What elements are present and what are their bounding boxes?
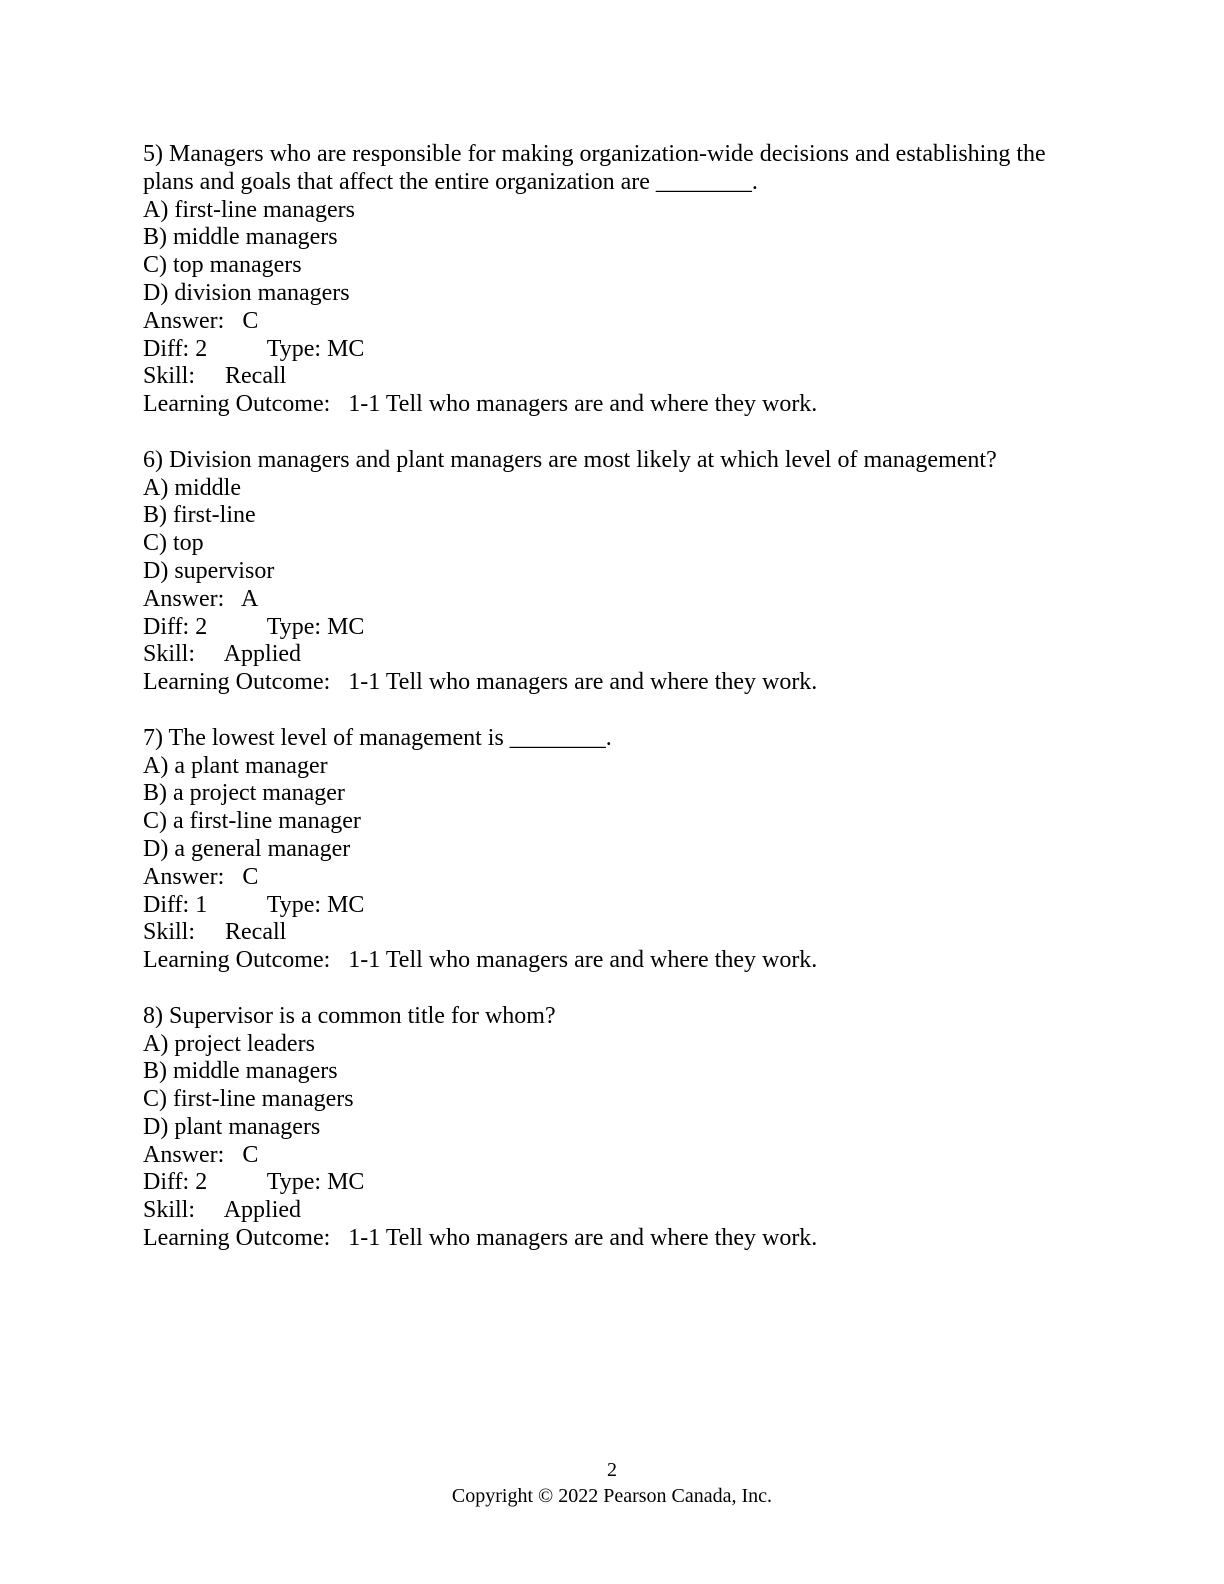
q6-option-b: B) first-line: [143, 502, 256, 529]
q5-option-d: D) division managers: [143, 279, 350, 306]
q8-option-d: D) plant managers: [143, 1113, 321, 1140]
q6-option-d: D) supervisor: [143, 557, 275, 584]
question-6: [143, 447, 1046, 697]
q8-learning-outcome-line: Learning Outcome: 1-1 Tell who managers are and where they work.: [143, 1225, 818, 1252]
questions-container: [143, 141, 1046, 1281]
q7-option-a: A) a plant manager: [143, 752, 328, 779]
q5-answer-line: Answer: C: [143, 307, 259, 334]
q5-stem-line-1: 5) Managers who are responsible for making organization-wide decisions and establishing the: [143, 141, 1046, 167]
q6-diff-type-line: Diff: 2 Type: MC: [143, 613, 365, 640]
q6-stem-line-1: 6) Division managers and plant managers are most likely at which level of management?: [143, 446, 997, 473]
q5-option-c: C) top managers: [143, 252, 302, 279]
q7-option-d: D) a general manager: [143, 835, 351, 862]
q8-skill-line: Skill: Applied: [143, 1197, 302, 1224]
q6-answer-line: Answer: A: [143, 585, 259, 612]
question-8: [143, 1003, 1046, 1253]
q7-option-b: B) a project manager: [143, 780, 345, 807]
q7-learning-outcome-line: Learning Outcome: 1-1 Tell who managers are and where they work.: [143, 947, 818, 974]
q6-option-c: C) top: [143, 530, 204, 557]
q8-option-a: A) project leaders: [143, 1030, 315, 1057]
q5-skill-line: Skill: Recall: [143, 363, 287, 390]
q7-answer-line: Answer: C: [143, 863, 259, 890]
q5-option-a: A) first-line managers: [143, 196, 355, 223]
question-5: [143, 141, 1046, 419]
q7-diff-type-line: Diff: 1 Type: MC: [143, 891, 365, 918]
q7-option-c: C) a first-line manager: [143, 808, 361, 835]
q8-diff-type-line: Diff: 2 Type: MC: [143, 1169, 365, 1196]
q8-stem-line-1: 8) Supervisor is a common title for whom?: [143, 1002, 556, 1029]
q7-skill-line: Skill: Recall: [143, 919, 287, 946]
question-7: [143, 725, 1046, 975]
q6-skill-line: Skill: Applied: [143, 641, 302, 668]
q5-diff-type-line: Diff: 2 Type: MC: [143, 335, 365, 362]
q8-option-c: C) first-line managers: [143, 1086, 354, 1113]
page-footer: [0, 1457, 1224, 1509]
q6-option-a: A) middle: [143, 474, 241, 501]
q5-option-b: B) middle managers: [143, 224, 338, 251]
q5-stem-line-2: plans and goals that affect the entire organization are ________.: [143, 168, 758, 195]
q7-stem-line-1: 7) The lowest level of management is ________.: [143, 724, 612, 751]
q8-answer-line: Answer: C: [143, 1141, 259, 1168]
q5-learning-outcome-line: Learning Outcome: 1-1 Tell who managers are and where they work.: [143, 391, 818, 418]
footer-copyright: Copyright © 2022 Pearson Canada, Inc.: [451, 1485, 773, 1507]
q6-learning-outcome-line: Learning Outcome: 1-1 Tell who managers are and where they work.: [143, 669, 818, 696]
page-number: 2: [607, 1459, 617, 1481]
q8-option-b: B) middle managers: [143, 1058, 338, 1085]
